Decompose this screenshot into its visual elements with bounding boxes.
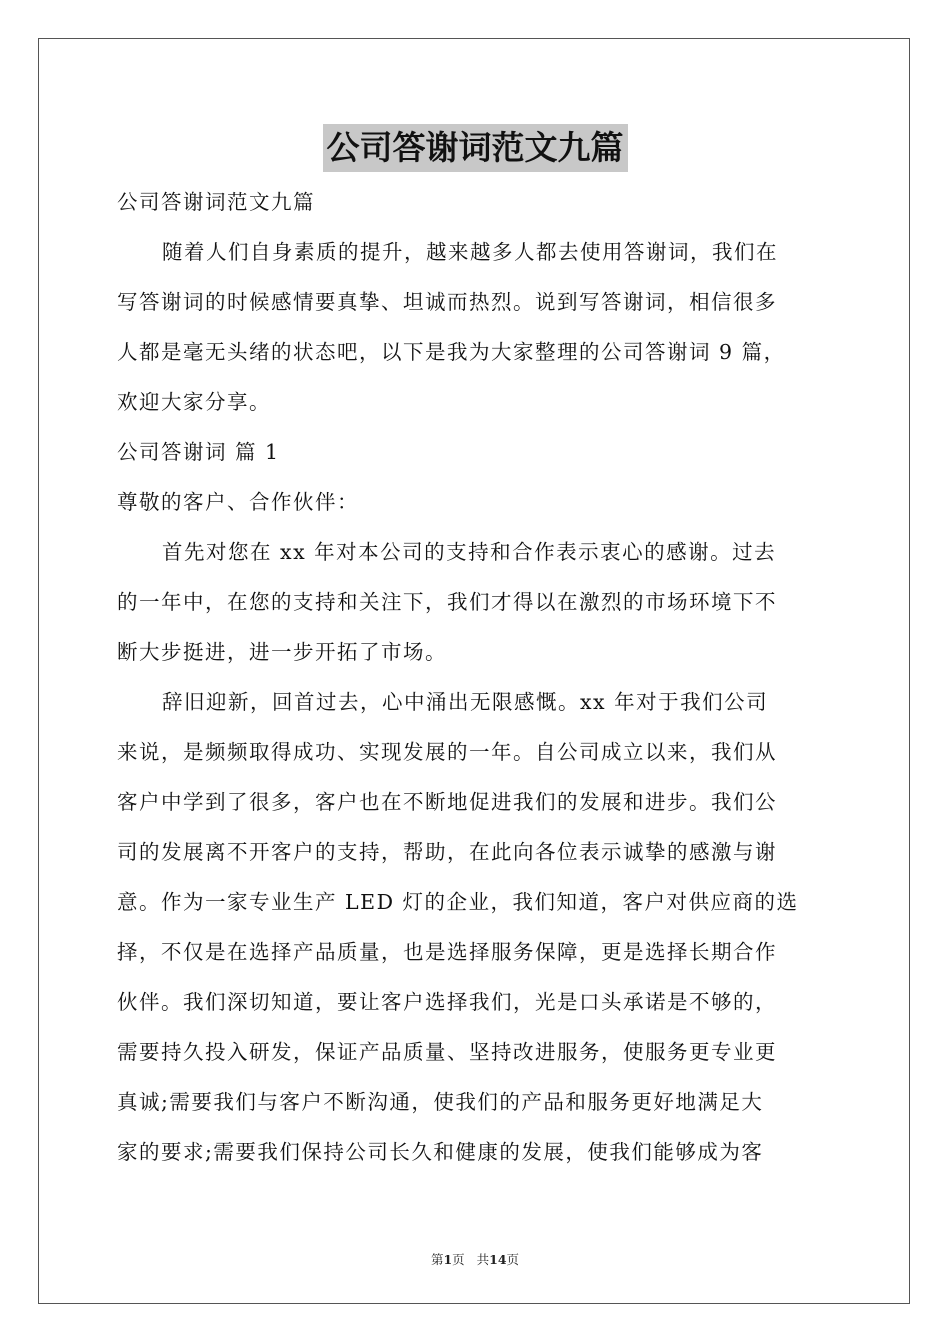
text-line: 意。作为一家专业生产 LED 灯的企业，我们知道，客户对供应商的选 <box>117 890 799 914</box>
text-line: 公司答谢词 篇 1 <box>117 440 280 464</box>
text-line: 首先对您在 xx 年对本公司的支持和合作表示衷心的感谢。过去 <box>162 540 777 564</box>
text-line: 的一年中，在您的支持和关注下，我们才得以在激烈的市场环境下不 <box>117 590 777 614</box>
text-line: 写答谢词的时候感情要真挚、坦诚而热烈。说到写答谢词，相信很多 <box>117 290 777 314</box>
text-line: 随着人们自身素质的提升，越来越多人都去使用答谢词，我们在 <box>162 240 778 264</box>
text-line: 断大步挺进，进一步开拓了市场。 <box>117 640 447 664</box>
text-line: 来说，是频频取得成功、实现发展的一年。自公司成立以来，我们从 <box>117 740 777 764</box>
text-line: 人都是毫无头绪的状态吧，以下是我为大家整理的公司答谢词 9 篇， <box>117 340 786 364</box>
footer-total-pages: 14 <box>489 1252 507 1267</box>
text-line: 真诚;需要我们与客户不断沟通，使我们的产品和服务更好地满足大 <box>117 1090 764 1114</box>
page-footer <box>0 1250 950 1268</box>
text-line: 辞旧迎新，回首过去，心中涌出无限感慨。xx 年对于我们公司 <box>162 690 769 714</box>
document-title: 公司答谢词范文九篇 <box>323 124 628 172</box>
title-wrap <box>0 124 950 172</box>
text-line: 家的要求;需要我们保持公司长久和健康的发展，使我们能够成为客 <box>117 1140 764 1164</box>
document-body <box>117 177 833 1177</box>
footer-total-prefix: 共 <box>476 1252 490 1267</box>
text-line: 需要持久投入研发，保证产品质量、坚持改进服务，使服务更专业更 <box>117 1040 777 1064</box>
text-line: 伙伴。我们深切知道，要让客户选择我们，光是口头承诺是不够的， <box>117 990 777 1014</box>
text-line: 司的发展离不开客户的支持，帮助，在此向各位表示诚挚的感激与谢 <box>117 840 777 864</box>
text-line: 客户中学到了很多，客户也在不断地促进我们的发展和进步。我们公 <box>117 790 777 814</box>
text-line: 公司答谢词范文九篇 <box>117 190 315 214</box>
text-line: 欢迎大家分享。 <box>117 390 271 414</box>
text-line: 择，不仅是在选择产品质量，也是选择服务保障，更是选择长期合作 <box>117 940 777 964</box>
footer-prefix: 第 <box>430 1252 444 1267</box>
text-line: 尊敬的客户、合作伙伴： <box>117 490 359 514</box>
footer-total-suffix: 页 <box>506 1252 520 1267</box>
footer-page-suffix: 页 <box>452 1252 465 1267</box>
footer-page-number: 1 <box>443 1252 453 1267</box>
